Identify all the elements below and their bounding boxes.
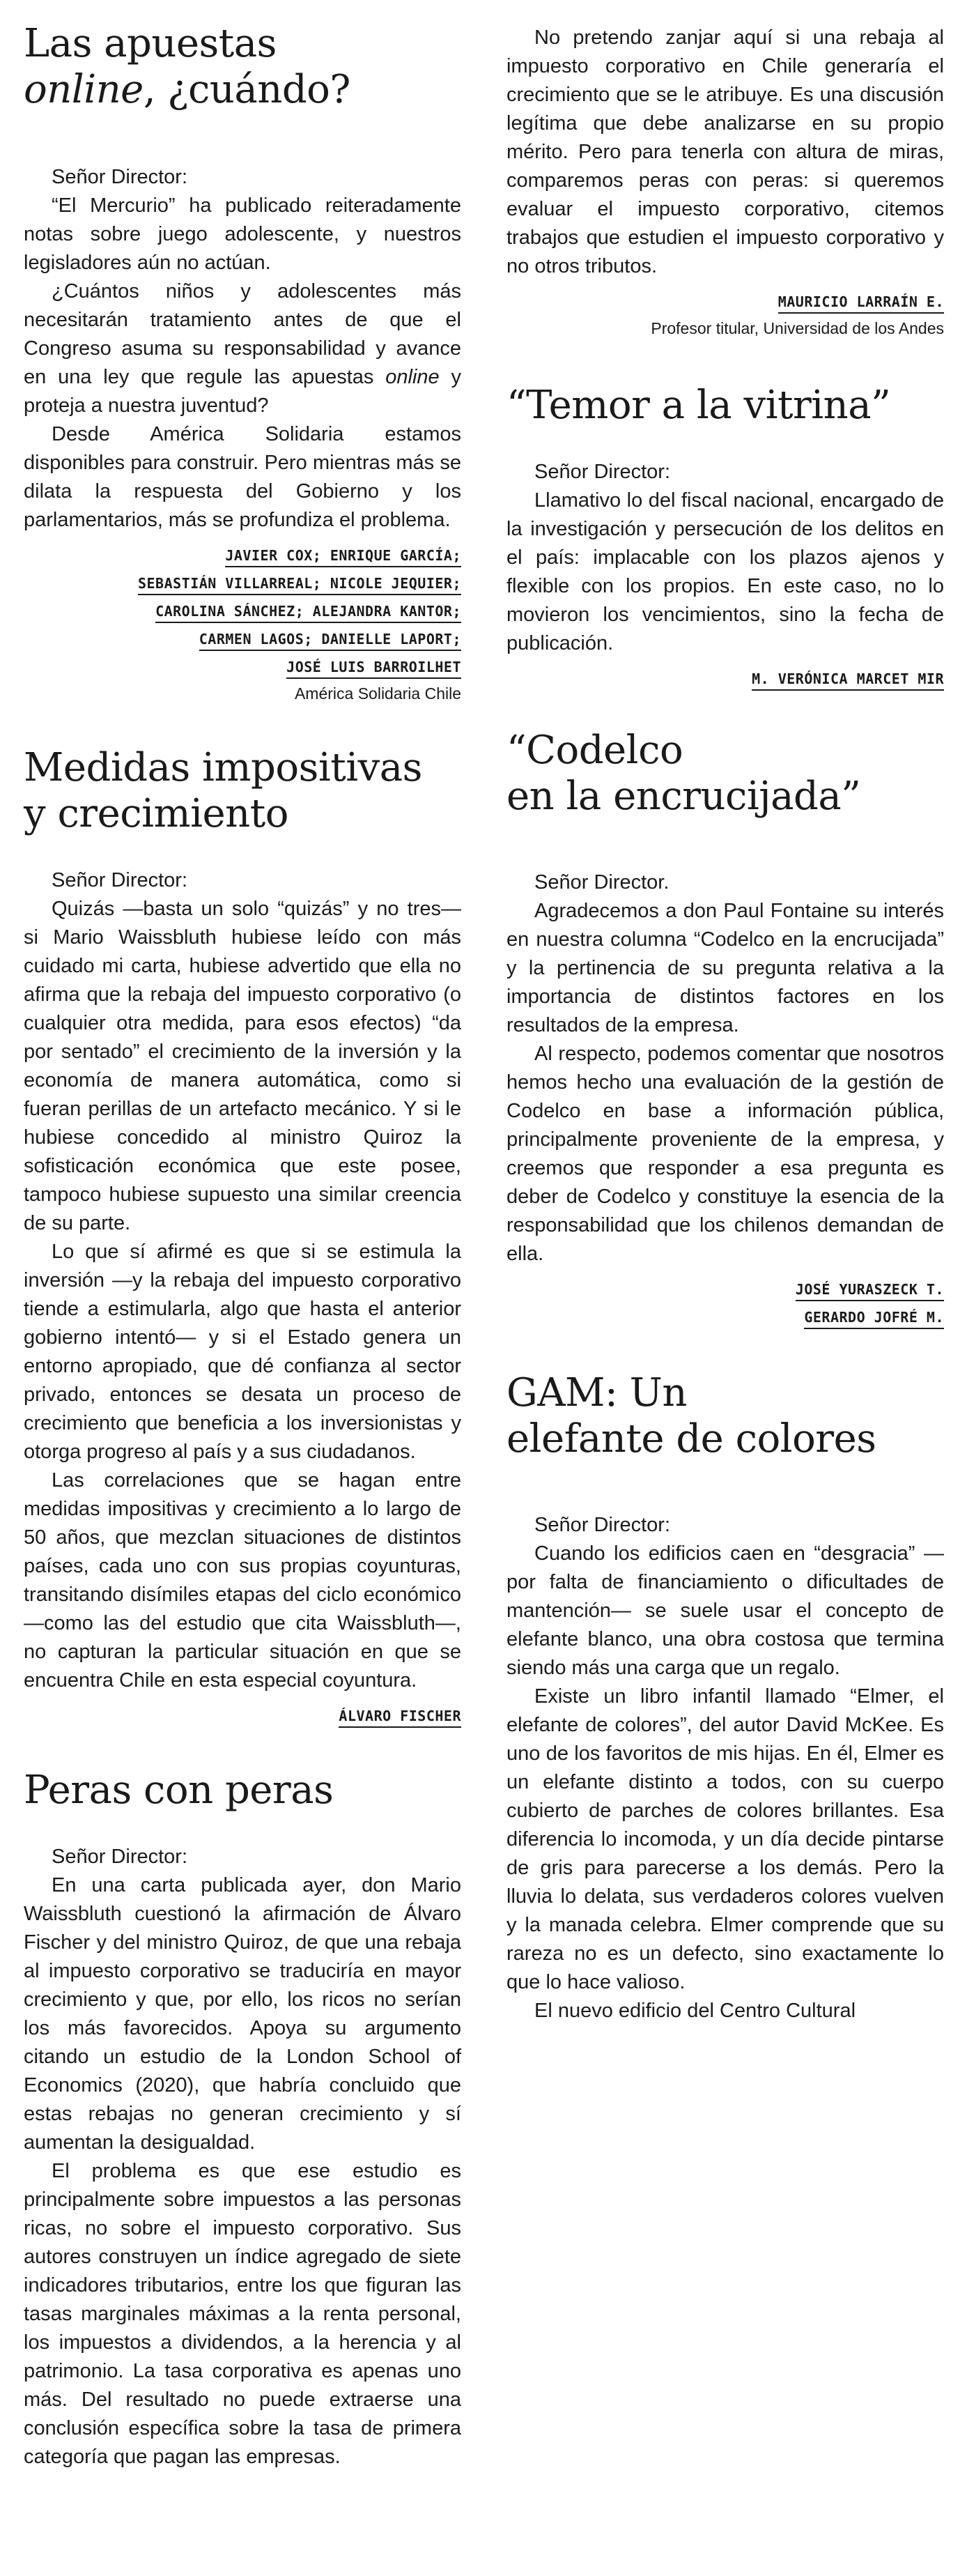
italic-word: online (385, 366, 440, 388)
letter-medidas (24, 706, 461, 1730)
paragraph: Agradecemos a don Paul Fontaine su interés en nuestra columna “Codelco en la encrucijada” y la pertinencia de su pregunta relativa a la importancia de distintos factores en los resultados de la empresa. (506, 900, 944, 1036)
signer-name: JOSÉ LUIS BARROILHET (286, 659, 461, 679)
signer-name: ÁLVARO FISCHER (339, 1708, 461, 1728)
signer (24, 653, 461, 681)
signatures (506, 1275, 944, 1331)
paragraph: No pretendo zanjar aquí si una rebaja al impuesto corporativo en Chile generaría el crecimiento que se le atribuye. Es una discusión legítima que debe analizarse en su propio mérito. Pero para tenerla con altura de miras, comparemos peras con peras: si queremos evaluar el impuesto corporativo, citemos trabajos que estudien el impuesto corporativo y no otros tributos. (506, 26, 944, 277)
signer-name: GERARDO JOFRÉ M. (804, 1309, 944, 1329)
affiliation: América Solidaria Chile (294, 684, 461, 703)
signer (24, 625, 461, 653)
paragraph: Llamativo lo del fiscal nacional, encargado de la investigación y persecución de los delitos en el país: implacable con los plazos ajenos y flexible con los propios. En este caso, no lo movieron los vencimientos, sino la fecha de publicación. (506, 489, 944, 654)
salutation: Señor Director: (52, 869, 188, 891)
headline (506, 728, 944, 820)
signer (24, 569, 461, 597)
headline (506, 1370, 944, 1462)
salutation: Señor Director: (534, 1514, 671, 1536)
signatures (24, 1702, 461, 1730)
letter-vitrina (506, 341, 944, 693)
signatures (24, 542, 461, 706)
signatures (506, 665, 944, 693)
signer-name: M. VERÓNICA MARCET MIR (752, 670, 944, 691)
headline (24, 745, 461, 837)
headline-line2: en la encrucijada” (506, 774, 861, 819)
affiliation: Profesor titular, Universidad de los Andes (651, 319, 944, 337)
letter-peras-continued (506, 0, 944, 341)
signer (24, 597, 461, 625)
signer (506, 1275, 944, 1303)
headline: “Temor a la vitrina” (506, 383, 891, 428)
headline-line1: “Codelco (506, 728, 683, 773)
signatures (506, 288, 944, 341)
signer-name: SEBASTIÁN VILLARREAL; NICOLE JEQUIER; (138, 575, 461, 595)
paragraph: Existe un libro infantil llamado “Elmer, el elefante de colores”, del autor David McKee. Es uno de los favoritos de mis hijas. En él, Elmer es un elefante distinto a todos, con su cuerpo cubierto de parches de colores brillantes. Esa diferencia lo incomoda, y un día decide pintarse de gris para parecerse a los demás. Pero la lluvia lo delata, sus verdaderos colores vuelven y la manada celebra. Elmer comprende que su rareza no es un defecto, sino exactamente lo que lo hace valioso. (506, 1685, 944, 1993)
signer (506, 288, 944, 316)
headline (24, 21, 461, 113)
headline-line1: Medidas impositivas (24, 745, 422, 790)
paragraph (24, 277, 461, 420)
paragraph: El nuevo edificio del Centro Cultural (534, 2000, 856, 2022)
paragraph: Desde América Solidaria estamos disponibles para construir. Pero mientras más se dilata la respuesta del Gobierno y los parlamentarios, más se profundiza el problema. (24, 423, 461, 531)
salutation: Señor Director. (534, 871, 670, 894)
signer (506, 665, 944, 693)
signer (24, 542, 461, 569)
signer-name: CAROLINA SÁNCHEZ; ALEJANDRA KANTOR; (155, 603, 461, 623)
salutation: Señor Director: (534, 461, 671, 483)
headline-line2: y crecimiento (24, 791, 288, 836)
paragraph: En una carta publicada ayer, don Mario Waissbluth cuestionó la afirmación de Álvaro Fischer y del ministro Quiroz, de que una rebaja al impuesto corporativo se traduciría en mayor crecimiento y que, por ello, los ricos no serían los más favorecidos. Apoya su argumento citando un estudio de la London School of Economics (2020), que habría concluido que estas rebajas no generan crecimiento y sí aumentan la desigualdad. (24, 1874, 461, 2154)
headline-italic-word: online (24, 67, 144, 112)
paragraph: Quizás —basta un solo “quizás” y no tres— si Mario Waissbluth hubiese leído con más cuidado mi carta, hubiese advertido que ella no afirma que la rebaja del impuesto corporativo (o cualquier otra medida, para esos efectos) “da por sentado” el crecimiento de la inversión y la economía de manera automática, como si fueran perillas de un artefacto mecánico. Y si le hubiese concedido al ministro Quiroz la sofisticación económica que este posee, tampoco hubiese supuesto una similar creencia de su parte. (24, 898, 461, 1234)
letter-peras (24, 1730, 461, 2471)
letter-codelco (506, 693, 944, 1331)
signer-name: JAVIER COX; ENRIQUE GARCÍA; (225, 547, 461, 567)
left-column (24, 0, 461, 2471)
signer-name: CARMEN LAGOS; DANIELLE LAPORT; (199, 631, 461, 651)
paragraph-text: ¿Cuántos niños y adolescentes más necesitarán tratamiento antes de que el Congreso asuma su responsabilidad y avance en una ley que regule las apuestas (24, 280, 461, 388)
salutation: Señor Director: (52, 1846, 188, 1868)
signer-name: JOSÉ YURASZECK T. (796, 1281, 944, 1301)
headline-line2-rest: , ¿cuándo? (143, 67, 350, 112)
letter-gam (506, 1331, 944, 2025)
headline-line1: Las apuestas (24, 21, 277, 66)
paragraph-text: y proteja a nuestra juventud? (24, 366, 461, 417)
paragraph: “El Mercurio” ha publicado reiteradamente notas sobre juego adolescente, y nuestros legisladores aún no actúan. (24, 194, 461, 274)
paragraph: Lo que sí afirmé es que si se estimula la inversión —y la rebaja del impuesto corporativo tiende a estimularla, algo que hasta el anterior gobierno intentó— y si el Estado genera un entorno apropiado, que dé confianza al sector privado, entonces se desata un proceso de crecimiento que beneficia a los inversionistas y otorga progreso al país y a sus ciudadanos. (24, 1241, 461, 1463)
signer (506, 1303, 944, 1331)
paragraph: Las correlaciones que se hagan entre medidas impositivas y crecimiento a lo largo de 50 años, que mezclan situaciones de distintos países, cada uno con sus propias coyunturas, transitando disímiles etapas del ciclo económico —como las del estudio que cita Waissbluth—, no capturan la particular situación en que se encuentra Chile en esta especial coyuntura. (24, 1469, 461, 1692)
right-column (506, 0, 944, 2025)
signer-name: MAURICIO LARRAÍN E. (778, 293, 944, 314)
letter-apuestas (24, 0, 461, 706)
headline-line2: elefante de colores (506, 1416, 876, 1462)
paragraph: Cuando los edificios caen en “desgracia” —por falta de financiamiento o dificultades de mantención— se suele usar el concepto de elefante blanco, una obra costosa que termina siendo más una carga que un regalo. (506, 1542, 944, 1679)
signer (24, 1702, 461, 1730)
headline: Peras con peras (24, 1768, 334, 1813)
paragraph: Al respecto, podemos comentar que nosotros hemos hecho una evaluación de la gestión de Codelco en base a información pública, principalmente proveniente de la empresa, y creemos que responder a esa pregunta es deber de Codelco y constituye la esencia de la responsabilidad que los chilenos demandan de ella. (506, 1043, 944, 1265)
headline-line1: GAM: Un (506, 1370, 687, 1416)
salutation: Señor Director: (52, 166, 188, 188)
paragraph: El problema es que ese estudio es principalmente sobre impuestos a las personas ricas, no sobre el impuesto corporativo. Sus autores construyen un índice agregado de siete indicadores tributarios, entre los que figuran las tasas marginales máximas a la renta personal, los impuestos a dividendos, a la herencia y al patrimonio. La tasa corporativa es apenas uno más. Del resultado no puede extraerse una conclusión específica sobre la tasa de primera categoría que pagan las empresas. (24, 2160, 461, 2468)
